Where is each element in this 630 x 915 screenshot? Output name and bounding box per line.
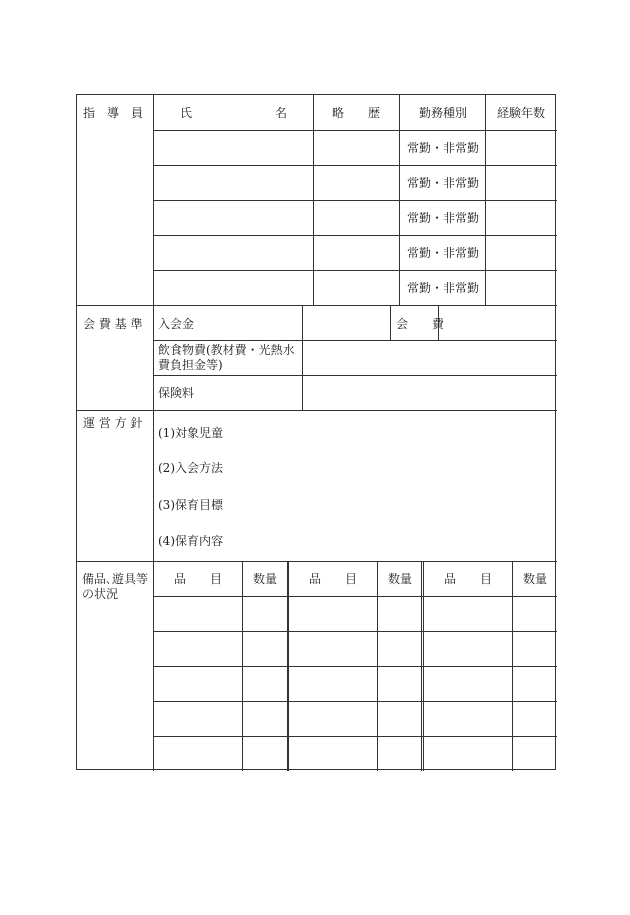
col-header-years: 経験年数 xyxy=(496,106,546,120)
policy-item-target-children: (1)対象児童 xyxy=(158,426,223,440)
row-divider xyxy=(153,375,557,376)
col-header-quantity: 数量 xyxy=(252,572,278,586)
row-divider xyxy=(153,130,557,131)
membership-fee-label: 会 費 xyxy=(396,317,445,331)
col-divider xyxy=(288,561,289,771)
col-divider xyxy=(399,95,400,305)
col-header-item: 品 目 xyxy=(443,572,493,586)
employment-type-cell: 常勤・非常勤 xyxy=(406,246,480,260)
employment-type-cell: 常勤・非常勤 xyxy=(406,281,480,295)
insurance-label: 保険料 xyxy=(158,386,195,400)
row-divider xyxy=(153,701,557,702)
row-divider xyxy=(153,235,557,236)
instructors-section-label: 指 導 員 xyxy=(83,106,144,120)
employment-type-cell: 常勤・非常勤 xyxy=(406,141,480,155)
col-divider xyxy=(302,305,303,410)
policy-item-childcare-goals: (3)保育目標 xyxy=(158,498,223,512)
col-header-quantity: 数量 xyxy=(522,572,548,586)
col-header-quantity: 数量 xyxy=(387,572,413,586)
row-divider xyxy=(153,666,557,667)
col-header-item: 品 目 xyxy=(308,572,358,586)
col-header-name-1: 氏 xyxy=(180,106,193,120)
label-column-divider xyxy=(153,95,154,771)
row-divider xyxy=(153,340,557,341)
entrance-fee-label: 入会金 xyxy=(158,317,195,331)
row-divider xyxy=(153,200,557,201)
section-divider xyxy=(77,305,557,306)
col-divider xyxy=(313,95,314,305)
section-divider xyxy=(77,561,557,562)
registration-form-table xyxy=(76,94,556,770)
row-divider xyxy=(153,596,557,597)
row-divider xyxy=(153,270,557,271)
col-divider xyxy=(242,561,243,771)
col-header-item: 品 目 xyxy=(173,572,223,586)
section-divider xyxy=(77,410,557,411)
employment-type-cell: 常勤・非常勤 xyxy=(406,211,480,225)
row-divider xyxy=(153,631,557,632)
col-divider xyxy=(390,305,391,340)
fees-section-label: 会 費 基 準 xyxy=(83,317,143,331)
col-header-name-2: 名 xyxy=(275,106,288,120)
row-divider xyxy=(153,165,557,166)
col-header-history: 略 歴 xyxy=(331,106,381,120)
col-divider xyxy=(377,561,378,771)
policy-item-childcare-content: (4)保育内容 xyxy=(158,534,223,548)
col-header-employment: 勤務種別 xyxy=(418,106,468,120)
food-cost-label: 飲食物費(教材費・光熱水費負担金等) xyxy=(158,343,295,372)
employment-type-cell: 常勤・非常勤 xyxy=(406,176,480,190)
col-divider xyxy=(423,561,424,771)
row-divider xyxy=(153,736,557,737)
col-divider xyxy=(512,561,513,771)
col-divider xyxy=(421,561,422,771)
policy-item-enrollment-method: (2)入会方法 xyxy=(158,461,223,475)
policy-section-label: 運 営 方 針 xyxy=(83,416,143,430)
col-divider xyxy=(485,95,486,305)
equipment-section-label: 備品､遊具等の状況 xyxy=(82,572,149,601)
